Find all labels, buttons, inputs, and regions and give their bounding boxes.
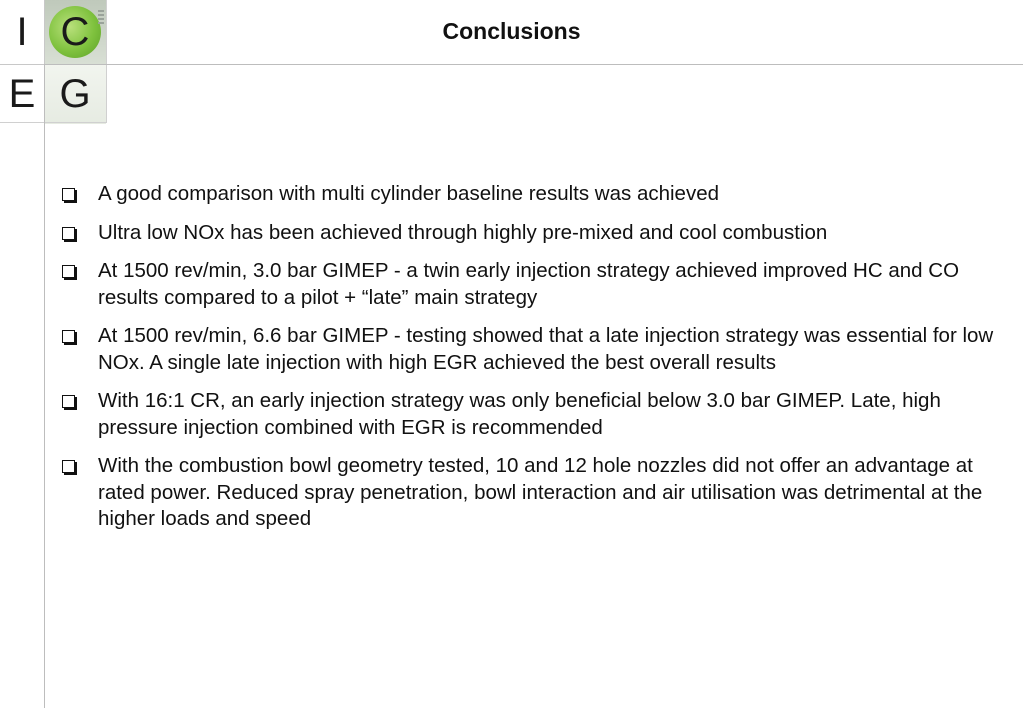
bullet-list <box>60 181 1010 545</box>
bullet-item <box>60 258 1010 311</box>
bullet-item <box>60 453 1010 533</box>
bullet-text: At 1500 rev/min, 6.6 bar GIMEP - testing showed that a late injection strategy was essential for low NOx. A single late injection with high EGR achieved the best overall results <box>98 324 994 374</box>
bullet-text: A good comparison with multi cylinder baseline results was achieved <box>98 182 720 205</box>
bullet-item <box>60 323 1010 376</box>
checkbox-square-icon <box>62 395 75 408</box>
checkbox-square-icon <box>62 330 75 343</box>
checkbox-square-icon <box>62 460 75 473</box>
checkbox-square-icon <box>62 265 75 278</box>
bullet-item <box>60 181 1010 208</box>
margin-rule <box>44 64 45 708</box>
slide-title: Conclusions <box>442 18 581 44</box>
checkbox-square-icon <box>62 188 75 201</box>
bullet-item <box>60 220 1010 247</box>
bullet-text: With 16:1 CR, an early injection strategy was only beneficial below 3.0 bar GIMEP. Late, high pressure injection combined with EGR is recommended <box>98 389 941 439</box>
logo-letter-g-text: G <box>59 72 91 116</box>
bullet-text: With the combustion bowl geometry tested, 10 and 12 hole nozzles did not offer an advantage at rated power. Reduced spray penetration, bowl interaction and air utilisation was detrimental at the higher loads and speed <box>98 454 983 530</box>
bullet-text: At 1500 rev/min, 3.0 bar GIMEP - a twin early injection strategy achieved improved HC and CO results compared to a pilot + “late” main strategy <box>98 259 960 309</box>
header-rule <box>44 64 1023 65</box>
bullet-text: Ultra low NOx has been achieved through highly pre-mixed and cool combustion <box>98 220 828 244</box>
logo-letter-i-text: I <box>16 10 28 54</box>
checkbox-square-icon <box>62 227 75 240</box>
logo-letter-c-text: C <box>60 10 90 54</box>
logo-letter-e-text: E <box>8 72 36 116</box>
bullet-item <box>60 388 1010 441</box>
